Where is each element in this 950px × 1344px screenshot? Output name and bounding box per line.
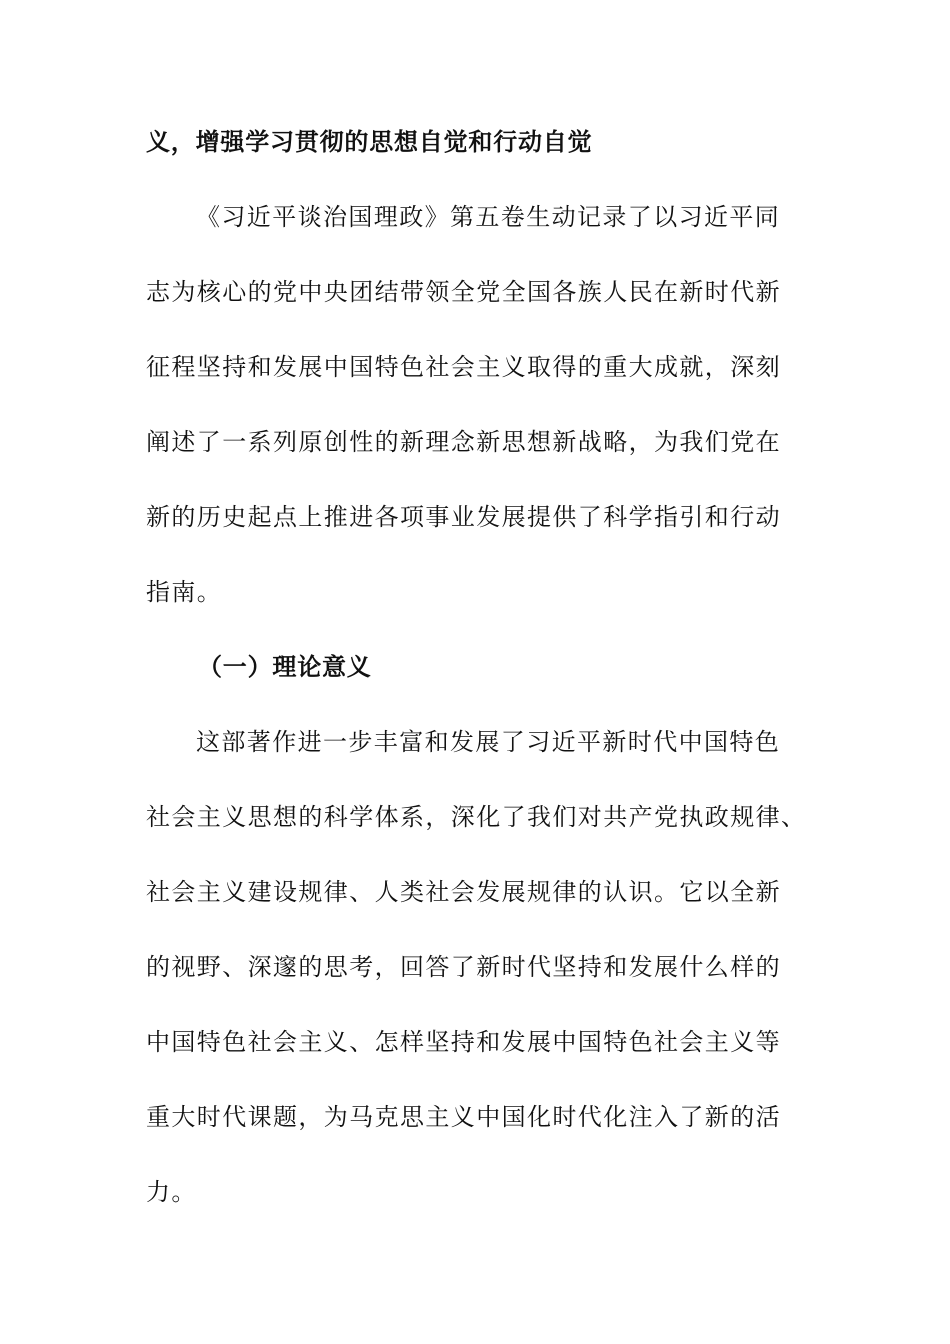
paragraph-line: 阐述了一系列原创性的新理念新思想新战略，为我们党在 [146, 428, 781, 456]
subheading-theoretical-significance: （一）理论意义 [198, 653, 372, 681]
paragraph-line: 力。 [146, 1178, 197, 1206]
document-body [146, 122, 807, 1247]
paragraph-significance [146, 197, 796, 647]
paragraph-line: 社会主义思想的科学体系，深化了我们对共产党执政规律、 [146, 803, 807, 831]
paragraph-line: 中国特色社会主义、怎样坚持和发展中国特色社会主义等 [146, 1028, 781, 1056]
paragraph-line: 社会主义建设规律、人类社会发展规律的认识。它以全新 [146, 878, 781, 906]
paragraph-line: 指南。 [146, 578, 223, 606]
section-heading-continuation: 义，增强学习贯彻的思想自觉和行动自觉 [146, 128, 593, 156]
paragraph-line: 《习近平谈治国理政》第五卷生动记录了以习近平同 [196, 203, 781, 231]
paragraph-line: 新的历史起点上推进各项事业发展提供了科学指引和行动 [146, 503, 781, 531]
paragraph-line: 的视野、深邃的思考，回答了新时代坚持和发展什么样的 [146, 953, 781, 981]
paragraph-line: 重大时代课题，为马克思主义中国化时代化注入了新的活 [146, 1103, 781, 1131]
paragraph-theory [146, 722, 807, 1247]
paragraph-line: 这部著作进一步丰富和发展了习近平新时代中国特色 [196, 728, 781, 756]
paragraph-line: 征程坚持和发展中国特色社会主义取得的重大成就，深刻 [146, 353, 781, 381]
paragraph-line: 志为核心的党中央团结带领全党全国各族人民在新时代新 [146, 278, 781, 306]
